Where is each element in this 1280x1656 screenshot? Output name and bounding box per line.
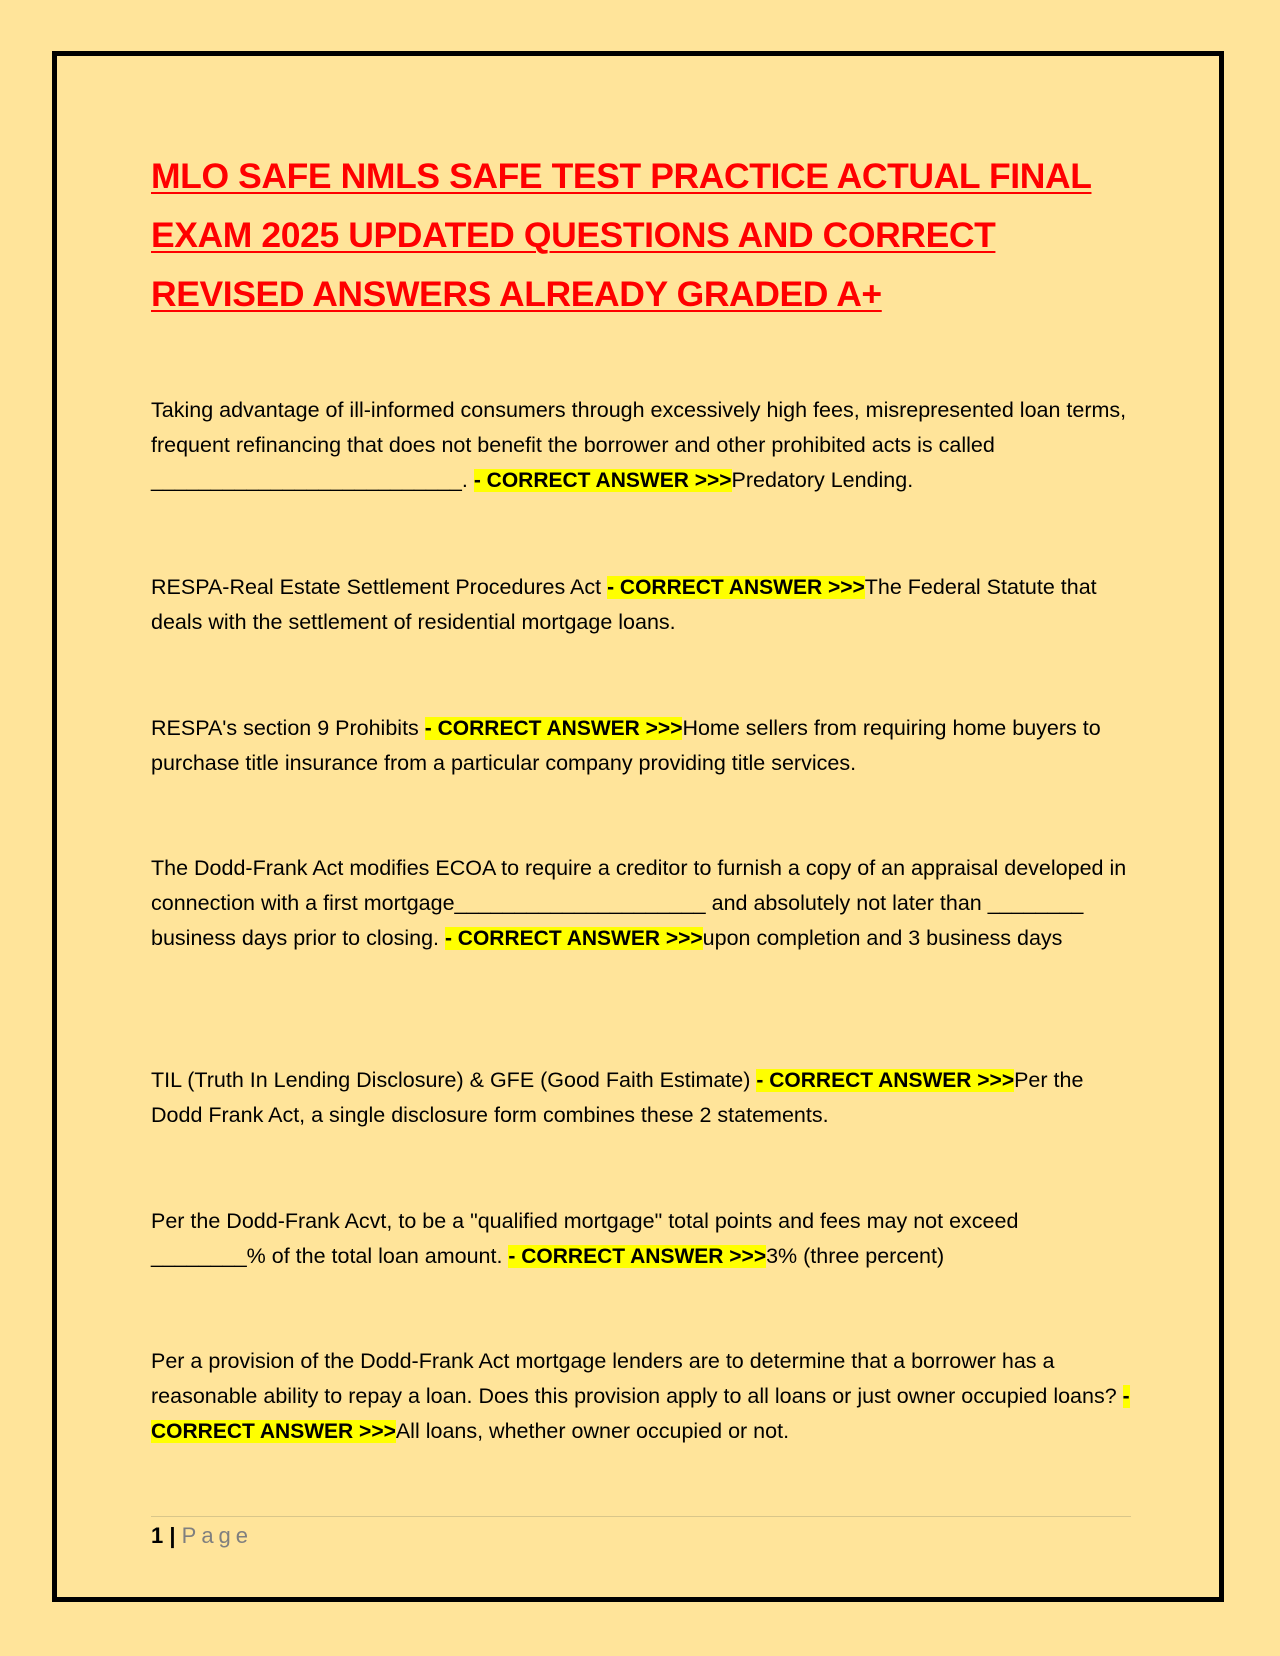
- page-footer: [151, 1521, 253, 1551]
- question-text: Per a provision of the Dodd-Frank Act mortgage lenders are to determine that a borrower has a reasonable ability to repay a loan. Does this provision apply to all loans or just owner occupied loans?: [151, 1349, 1123, 1408]
- answer-text: Home sellers from requiring home buyers to purchase title insurance from a particular company providing title services.: [151, 716, 1101, 775]
- document-title: MLO SAFE NMLS SAFE TEST PRACTICE ACTUAL FINAL EXAM 2025 UPDATED QUESTIONS AND CORRECT REVISED ANSWERS ALREADY GRADED A+: [151, 156, 1092, 314]
- question-text: Taking advantage of ill-informed consumers through excessively high fees, misrepresented loan terms, frequent refinancing that does not benefit the borrower and other prohibited acts is called __________________________.: [151, 398, 1127, 492]
- page-number: 1: [151, 1523, 164, 1548]
- qa-item: [151, 1063, 1136, 1133]
- answer-text: Per the Dodd Frank Act, a single disclosure form combines these 2 statements.: [151, 1068, 1084, 1127]
- correct-answer-tag: - CORRECT ANSWER >>>: [151, 1385, 1130, 1443]
- correct-answer-tag: - CORRECT ANSWER >>>: [473, 469, 732, 492]
- page-label: Page: [181, 1523, 254, 1548]
- answer-text: 3% (three percent): [766, 1244, 945, 1268]
- answer-text: upon completion and 3 business days: [702, 926, 1063, 950]
- answer-text: All loans, whether owner occupied or not.: [395, 1419, 790, 1443]
- question-text: RESPA-Real Estate Settlement Procedures Act: [151, 575, 608, 599]
- correct-answer-tag: - CORRECT ANSWER >>>: [508, 1245, 767, 1268]
- qa-item: [151, 570, 1136, 640]
- qa-item: [151, 711, 1136, 781]
- correct-answer-tag: - CORRECT ANSWER >>>: [424, 717, 683, 740]
- question-text: RESPA's section 9 Prohibits: [151, 716, 425, 740]
- qa-item: [151, 1204, 1136, 1274]
- qa-item: [151, 393, 1136, 498]
- correct-answer-tag: - CORRECT ANSWER >>>: [756, 1069, 1015, 1092]
- correct-answer-tag: - CORRECT ANSWER >>>: [607, 576, 865, 599]
- question-text: The Dodd-Frank Act modifies ECOA to require a creditor to furnish a copy of an appraisal developed in connection with a first mortgage_____________________ and absolutely not later than ________ business days prior to closing.: [151, 856, 1127, 950]
- question-text: TIL (Truth In Lending Disclosure) & GFE (Good Faith Estimate): [151, 1068, 757, 1092]
- answer-text: Predatory Lending.: [731, 468, 914, 492]
- page-separator: |: [163, 1523, 182, 1548]
- correct-answer-tag: - CORRECT ANSWER >>>: [444, 927, 703, 950]
- qa-item: [151, 851, 1136, 956]
- answer-text: The Federal Statute that deals with the settlement of residential mortgage loans.: [151, 575, 1097, 634]
- qa-item: [151, 1344, 1136, 1449]
- question-text: Per the Dodd-Frank Acvt, to be a "qualified mortgage" total points and fees may not exceed ________% of the total loan amount.: [151, 1209, 1019, 1268]
- footer-divider: [151, 1516, 1131, 1517]
